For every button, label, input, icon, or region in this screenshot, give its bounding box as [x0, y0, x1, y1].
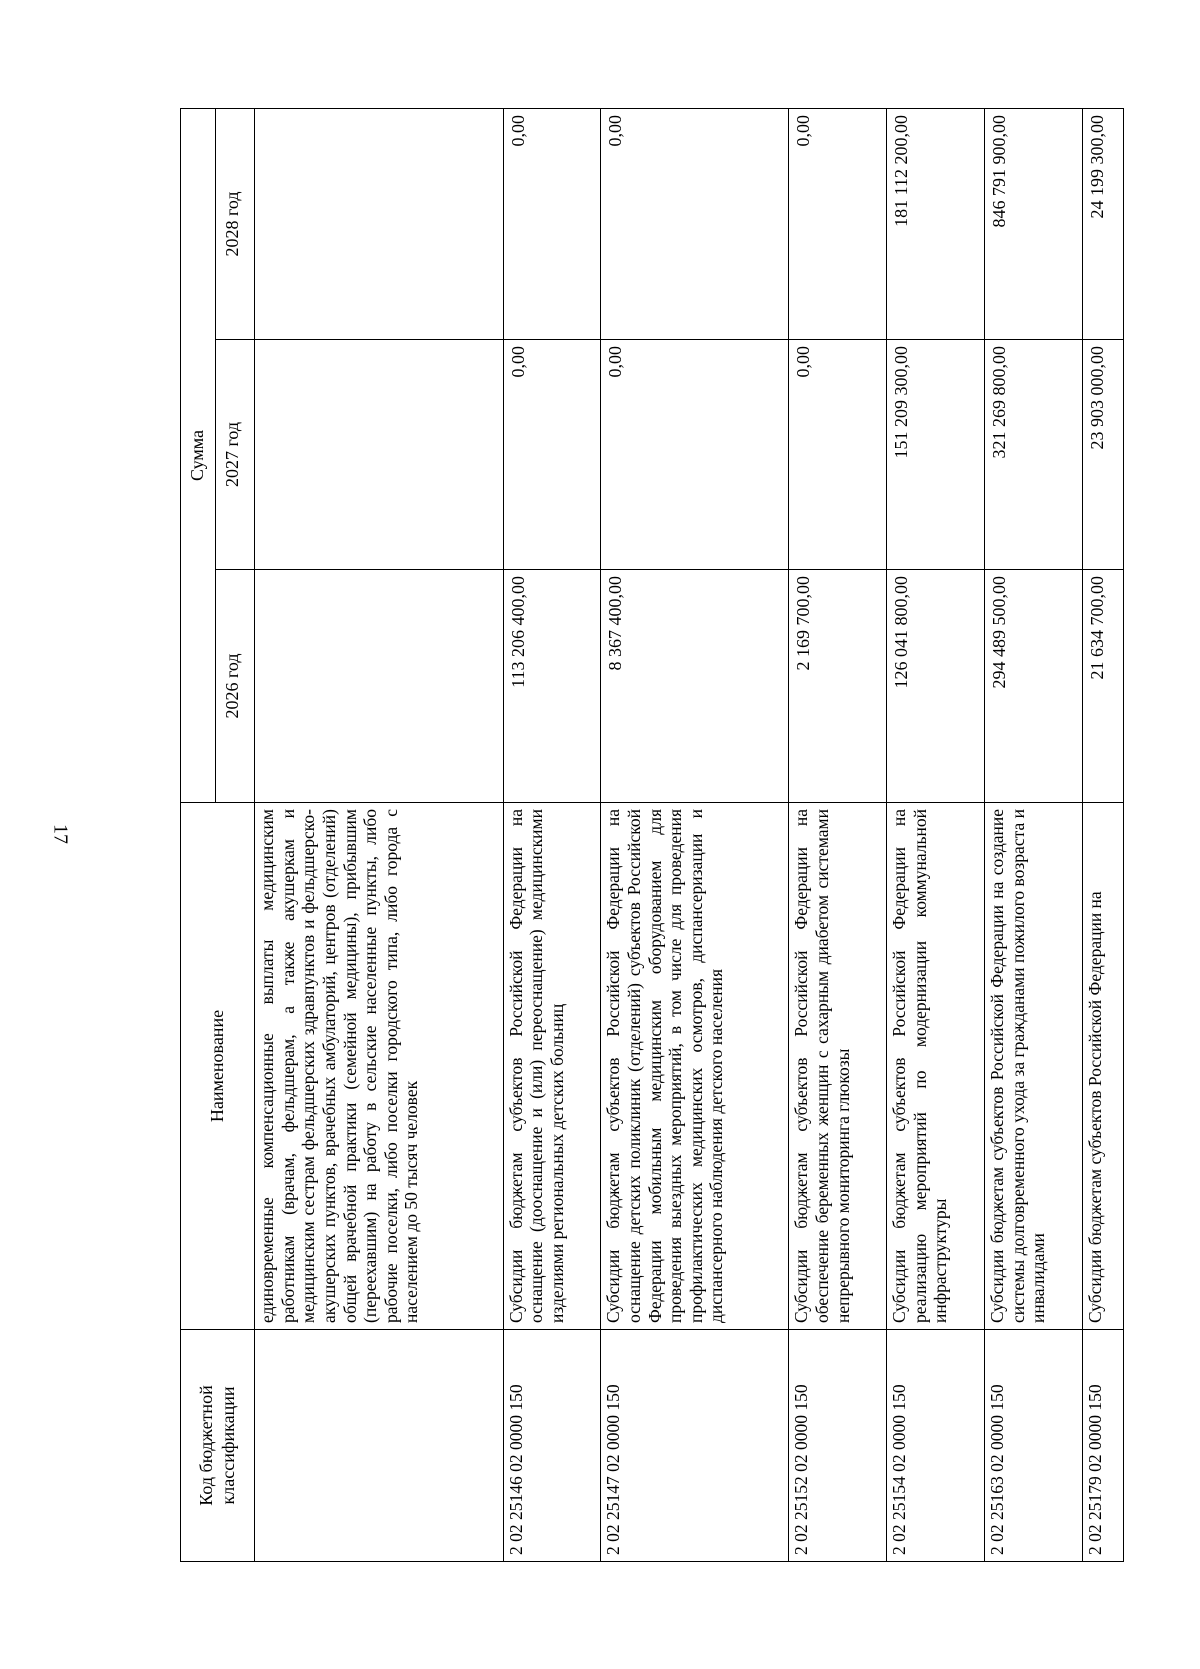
- header-name: Наименование: [181, 803, 255, 1330]
- row-code: 2 02 25179 02 0000 150: [1082, 1330, 1123, 1562]
- row-value-2028: 0,00: [503, 108, 601, 339]
- row-value-2026: 126 041 800,00: [887, 570, 985, 803]
- row-code: [255, 1330, 504, 1562]
- row-value-2028: 181 112 200,00: [887, 108, 985, 339]
- row-code: 2 02 25146 02 0000 150: [503, 1330, 601, 1562]
- header-year-2028: 2028 год: [216, 108, 255, 339]
- row-value-2026: 8 367 400,00: [601, 570, 789, 803]
- row-name: Субсидии бюджетам субъектов Российской Федерации на создание системы долговременного ухода за гражданами пожилого возраста и инвалидами: [984, 803, 1082, 1330]
- row-name: единовременные компенсационные выплаты медицинским работникам (врачам, фельдшерам, а также акушеркам и медицинским сестрам фельдшерских здравпунктов и фельдшерско-акушерских пунктов, врачебных амбулаторий, центров (отделений) общей врачебной практики (семейной медицины), прибывшим (переехавшим) на работу в сельские населенные пункты, либо рабочие поселки, либо поселки городского типа, либо города с населением до 50 тысяч человек: [255, 803, 504, 1330]
- table-row: [789, 108, 887, 1561]
- page-number: 17: [49, 824, 72, 844]
- table-row: [601, 108, 789, 1561]
- row-value-2027: [255, 340, 504, 570]
- row-name: Субсидии бюджетам субъектов Российской Федерации на оснащение (дооснащение и (или) переоснащение) медицинскими изделиями региональных детских больниц: [503, 803, 601, 1330]
- row-value-2028: 0,00: [789, 108, 887, 339]
- table-row: [1082, 108, 1123, 1561]
- row-code: 2 02 25152 02 0000 150: [789, 1330, 887, 1562]
- table-row: [503, 108, 601, 1561]
- row-value-2027: 0,00: [789, 340, 887, 570]
- row-value-2026: 294 489 500,00: [984, 570, 1082, 803]
- row-value-2028: 24 199 300,00: [1082, 108, 1123, 339]
- table-row: [255, 108, 504, 1561]
- table-row: [984, 108, 1082, 1561]
- row-value-2028: 846 791 900,00: [984, 108, 1082, 339]
- budget-table: [180, 108, 1124, 1562]
- row-value-2027: 151 209 300,00: [887, 340, 985, 570]
- row-value-2028: [255, 108, 504, 339]
- header-year-2026: 2026 год: [216, 570, 255, 803]
- row-value-2027: 23 903 000,00: [1082, 340, 1123, 570]
- row-name: Субсидии бюджетам субъектов Российской Федерации на оснащение детских поликлиник (отделений) субъектов Российской Федерации мобильным медицинским оборудованием для проведения выездных мероприятий, в том числе для проведения профилактических медицинских осмотров, диспансеризации и диспансерного наблюдения детского населения: [601, 803, 789, 1330]
- row-code: 2 02 25163 02 0000 150: [984, 1330, 1082, 1562]
- row-value-2026: 21 634 700,00: [1082, 570, 1123, 803]
- row-value-2027: 0,00: [601, 340, 789, 570]
- rotated-table-container: [180, 109, 1124, 1562]
- header-sum: Сумма: [181, 108, 216, 802]
- row-code: 2 02 25147 02 0000 150: [601, 1330, 789, 1562]
- row-code: 2 02 25154 02 0000 150: [887, 1330, 985, 1562]
- row-value-2028: 0,00: [601, 108, 789, 339]
- header-code: Код бюджетной классификации: [181, 1330, 255, 1562]
- row-name: Субсидии бюджетам субъектов Российской Федерации на обеспечение беременных женщин с сахарным диабетом системами непрерывного мониторинга глюкозы: [789, 803, 887, 1330]
- table-row: [887, 108, 985, 1561]
- row-name: Субсидии бюджетам субъектов Российской Федерации на реализацию мероприятий по модернизации коммунальной инфраструктуры: [887, 803, 985, 1330]
- row-value-2026: [255, 570, 504, 803]
- header-year-2027: 2027 год: [216, 340, 255, 570]
- row-name: Субсидии бюджетам субъектов Российской Федерации на: [1082, 803, 1123, 1330]
- row-value-2026: 2 169 700,00: [789, 570, 887, 803]
- row-value-2027: 0,00: [503, 340, 601, 570]
- row-value-2026: 113 206 400,00: [503, 570, 601, 803]
- row-value-2027: 321 269 800,00: [984, 340, 1082, 570]
